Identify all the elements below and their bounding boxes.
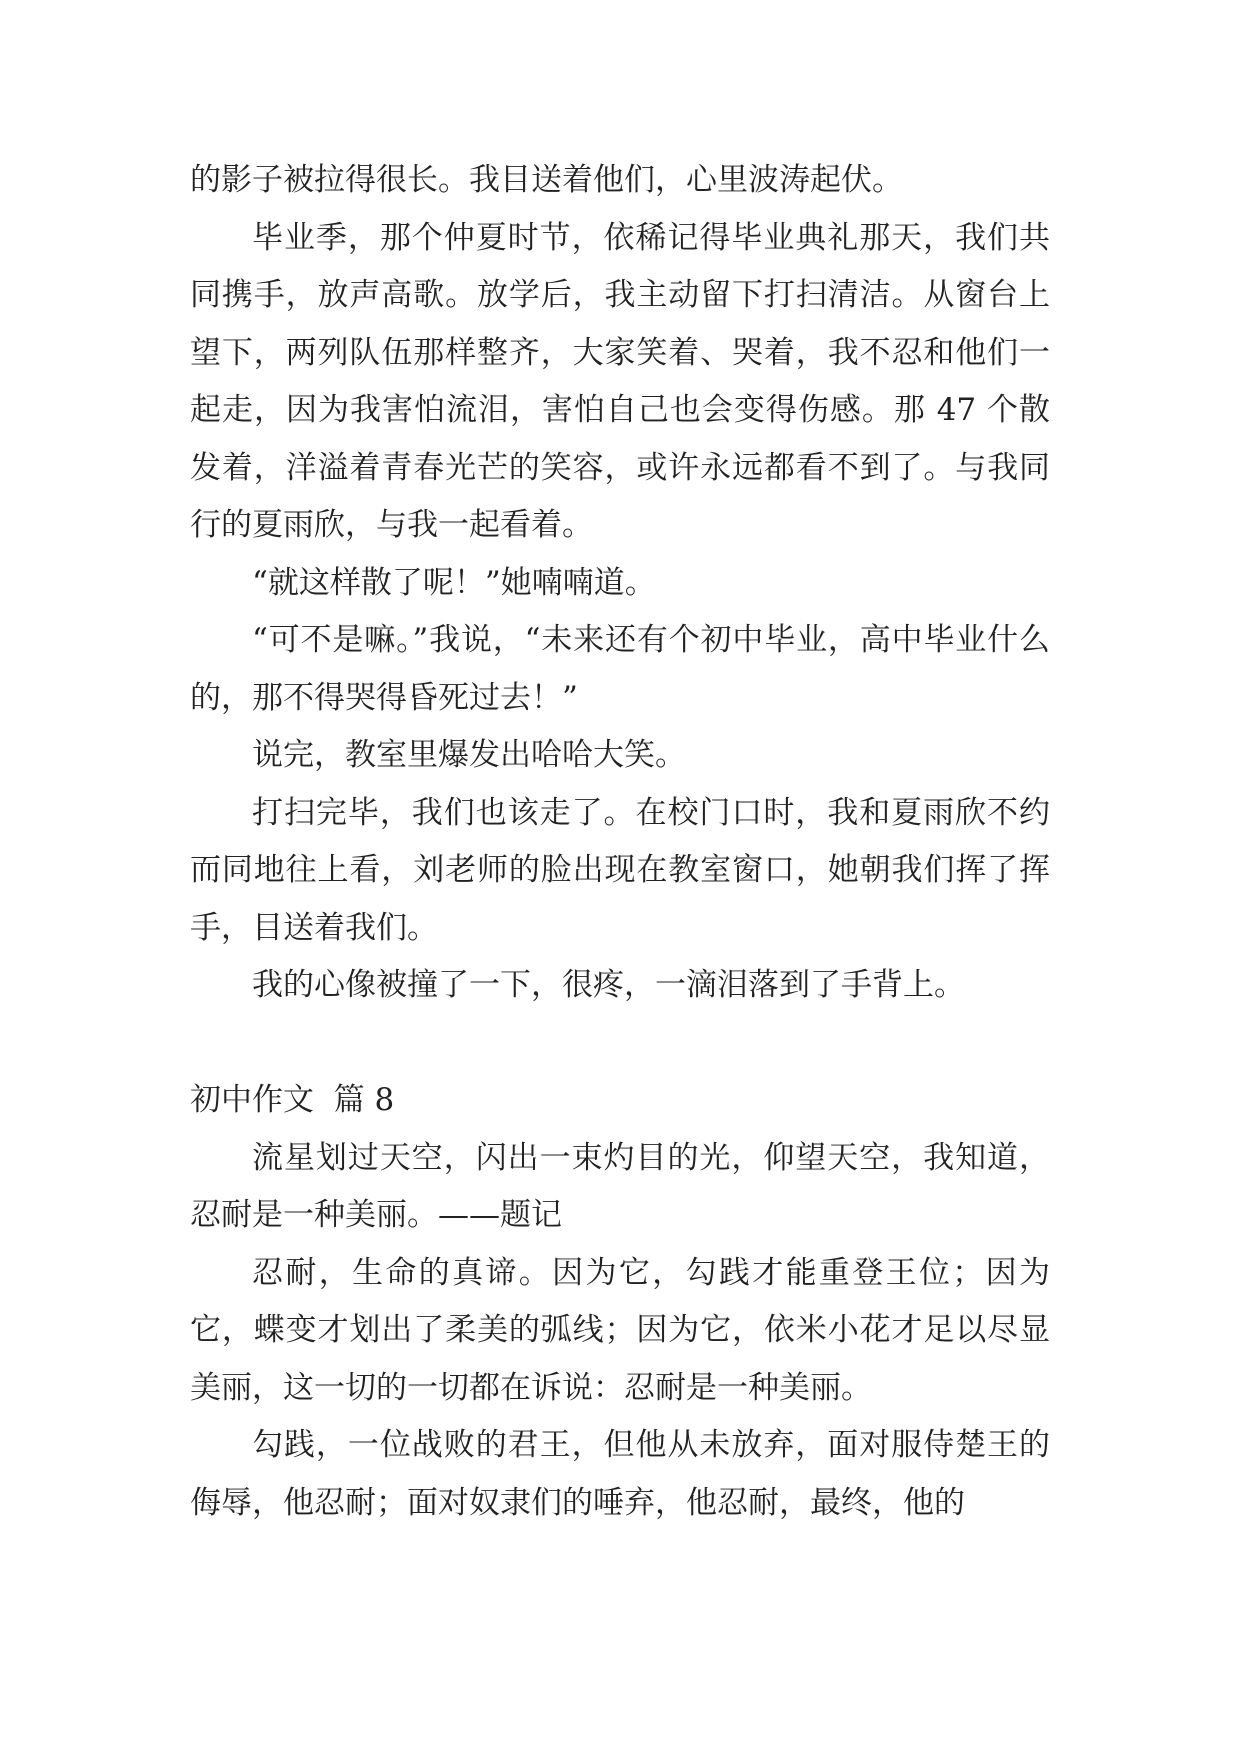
paragraph-goujian: 勾践，一位战败的君王，但他从未放弃，面对服侍楚王的侮辱，他忍耐；面对奴隶们的唾弃，他忍耐，最终，他的	[190, 1427, 1050, 1521]
paragraph-graduation: 毕业季，那个仲夏时节，依稀记得毕业典礼那天，我们共同携手，放声高歌。放学后，我主动留下打扫清洁。从窗台上望下，两列队伍那样整齐，大家笑着、哭着，我不忍和他们一起走，因为我害怕流泪，害怕自己也会变得伤感。那 47 个散发着，洋溢着青春光芒的笑容，或许永远都看不到了。与我同行的夏雨欣，与我一起看着。	[190, 219, 1050, 543]
paragraph-dialogue-1: “就这样散了呢！”她喃喃道。	[252, 564, 656, 601]
paragraph-dialogue-2: “可不是嘛。”我说，“未来还有个初中毕业，高中毕业什么的，那不得哭得昏死过去！”	[190, 622, 1050, 716]
paragraph-epigraph: 流星划过天空，闪出一束灼目的光，仰望天空，我知道，忍耐是一种美丽。——题记	[190, 1139, 1050, 1233]
paragraph-continuation: 的影子被拉得很长。我目送着他们，心里波涛起伏。	[190, 162, 903, 198]
document-body	[190, 152, 1050, 1532]
paragraph-patience-intro: 忍耐，生命的真谛。因为它，勾践才能重登王位；因为它，蝶变才划出了柔美的弧线；因为它，依米小花才足以尽显美丽，这一切的一切都在诉说：忍耐是一种美丽。	[190, 1254, 1050, 1406]
paragraph-school-gate: 打扫完毕，我们也该走了。在校门口时，我和夏雨欣不约而同地往上看，刘老师的脸出现在教室窗口，她朝我们挥了挥手，目送着我们。	[190, 794, 1050, 946]
paragraph-tear: 我的心像被撞了一下，很疼，一滴泪落到了手背上。	[252, 967, 965, 1003]
section-title: 初中作文 篇 8	[190, 1082, 395, 1118]
paragraph-laughter: 说完，教室里爆发出哈哈大笑。	[252, 737, 686, 773]
